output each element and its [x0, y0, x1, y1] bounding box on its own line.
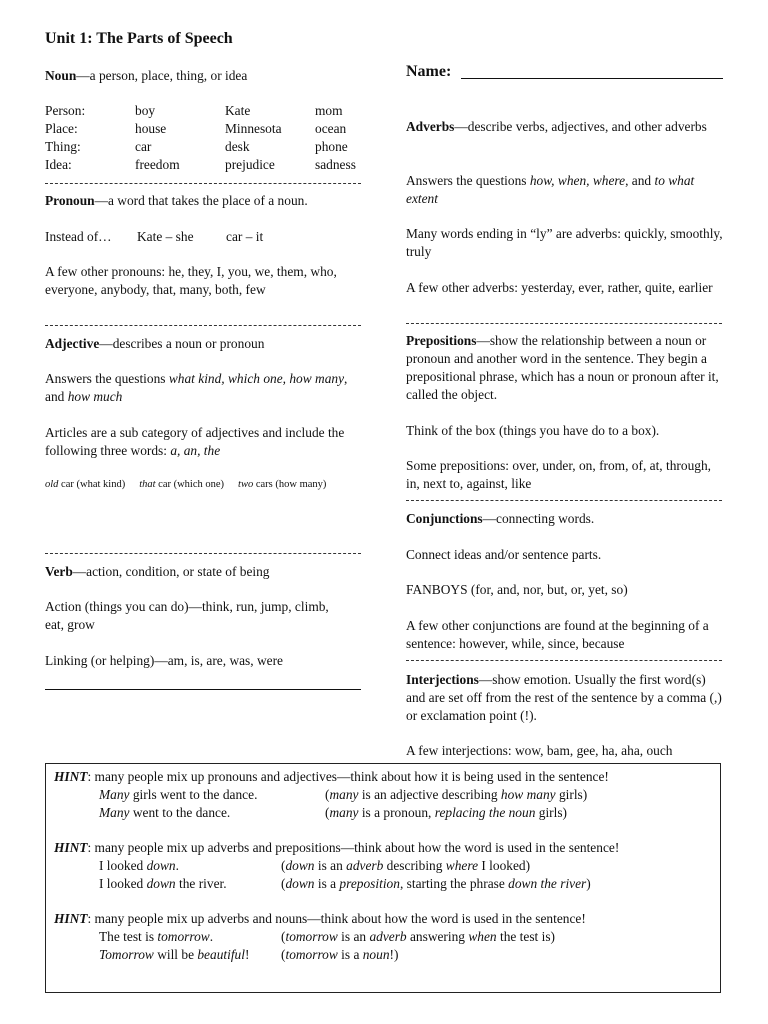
text: down — [146, 858, 176, 873]
hint-1-note-1 — [325, 786, 587, 804]
preposition-def: —show the relationship between a noun or pronoun and another word in the sentence. They begin a prepositional phrase, which has a noun or pronoun after it, called the object. — [406, 333, 719, 402]
text: Answers the questions — [406, 173, 530, 188]
divider — [406, 500, 722, 501]
verb-term: Verb — [45, 564, 73, 579]
text: , and — [45, 371, 348, 404]
divider — [406, 660, 722, 661]
text: replacing the noun — [434, 805, 536, 820]
interjection-term: Interjections — [406, 672, 479, 687]
divider — [406, 323, 722, 324]
pronoun-definition — [45, 192, 308, 210]
text: many — [329, 787, 359, 802]
divider — [45, 183, 361, 184]
pronoun-def: —a word that takes the place of a noun. — [94, 193, 308, 208]
conjunction-term: Conjunctions — [406, 511, 483, 526]
text: that — [139, 479, 156, 490]
preposition-others: Some prepositions: over, under, on, from, of, at, through, in, next to, against, like — [406, 458, 712, 491]
adjective-articles — [45, 424, 363, 460]
adverb-answers — [406, 172, 724, 208]
text: went to the dance. — [129, 805, 231, 820]
conjunction-definition — [406, 510, 594, 528]
noun-cell: prejudice — [225, 157, 275, 172]
preposition-definition — [406, 332, 724, 404]
text: beautiful — [197, 947, 245, 962]
noun-def: —a person, place, thing, or idea — [76, 68, 248, 83]
text: ( — [281, 876, 286, 891]
verb-action: Action (things you can do)—think, run, jump, climb, eat, grow — [45, 599, 329, 632]
text: Tomorrow — [99, 947, 154, 962]
text: is an — [337, 929, 370, 944]
text: is a pronoun, — [358, 805, 435, 820]
table-row — [45, 138, 365, 156]
adverb-ly: Many words ending in “ly” are adverbs: quickly, smoothly, truly — [406, 226, 723, 259]
text: ( — [325, 805, 330, 820]
verb-definition — [45, 563, 270, 581]
noun-cell: Thing: — [45, 139, 81, 154]
hint-3-example-2 — [99, 946, 249, 964]
text: : many people mix up adverbs and nouns—think about how the word is used in the sentence! — [87, 911, 586, 926]
interjection-others: A few interjections: wow, bam, gee, ha, aha, ouch — [406, 743, 673, 758]
text: , starting the phrase — [399, 876, 509, 891]
noun-cell: house — [135, 121, 167, 136]
noun-cell: freedom — [135, 157, 180, 172]
text: down the river — [508, 876, 587, 891]
text: ( — [281, 947, 286, 962]
noun-cell: Place: — [45, 121, 78, 136]
text: : many people mix up adverbs and prepositions—think about how the word is used in the sentence! — [87, 840, 620, 855]
table-row — [45, 102, 365, 120]
text: how, when, where — [529, 173, 626, 188]
text: cars (how many) — [253, 479, 327, 490]
hint-1 — [54, 768, 609, 786]
noun-cell: sadness — [315, 157, 356, 172]
adjective-term: Adjective — [45, 336, 100, 351]
conjunction-fanboys: FANBOYS (for, and, nor, but, or, yet, so) — [406, 582, 628, 597]
noun-cell: Person: — [45, 103, 86, 118]
text: to what extent — [406, 173, 695, 206]
verb-def: —action, condition, or state of being — [72, 564, 270, 579]
hint-3-note-1 — [281, 928, 555, 946]
name-label: Name: — [406, 63, 452, 80]
pronoun-example-1: Kate – she — [137, 229, 194, 244]
hint-box — [45, 763, 721, 993]
divider — [45, 689, 361, 690]
hint-2-example-2 — [99, 875, 227, 893]
hint-label: HINT — [54, 911, 88, 926]
hint-2-note-2 — [281, 875, 591, 893]
text: girls) — [535, 805, 568, 820]
adverb-definition — [406, 118, 724, 136]
verb-linking: Linking (or helping)—am, is, are, was, were — [45, 653, 283, 668]
text: ( — [281, 929, 286, 944]
adverb-others: A few other adverbs: yesterday, ever, rather, quite, earlier — [406, 280, 713, 295]
hint-3-note-2 — [281, 946, 398, 964]
noun-cell: car — [135, 139, 152, 154]
text: is an — [314, 858, 347, 873]
text: car (which one) — [155, 479, 225, 490]
text: is a — [337, 947, 363, 962]
adverb-def: —describe verbs, adjectives, and other adverbs — [454, 119, 707, 134]
adjective-answers — [45, 370, 363, 406]
text: . — [209, 929, 214, 944]
text: answering — [406, 929, 469, 944]
text: Articles are a sub category of adjectives and include the following three words: — [45, 425, 345, 458]
hint-2-note-1 — [281, 857, 530, 875]
hint-1-example-1 — [99, 786, 257, 804]
noun-cell: Idea: — [45, 157, 72, 172]
hint-label: HINT — [54, 769, 88, 784]
noun-definition — [45, 67, 247, 85]
text: old — [45, 479, 59, 490]
interjection-definition — [406, 671, 724, 725]
text: I looked) — [478, 858, 531, 873]
noun-cell: phone — [315, 139, 348, 154]
table-row — [45, 156, 365, 174]
noun-cell: Kate — [225, 103, 251, 118]
text: , and — [625, 173, 655, 188]
text: describing — [383, 858, 446, 873]
hint-2 — [54, 839, 619, 857]
table-row — [45, 120, 365, 138]
noun-cell: ocean — [315, 121, 347, 136]
text: many — [329, 805, 359, 820]
text: down — [285, 858, 315, 873]
hint-3 — [54, 910, 586, 928]
text: ( — [281, 858, 286, 873]
pronoun-others: A few other pronouns: he, they, I, you, we, them, who, everyone, anybody, that, many, both, few — [45, 264, 337, 297]
noun-cell: Minnesota — [225, 121, 282, 136]
adjective-definition — [45, 335, 264, 353]
text: . — [175, 858, 179, 873]
preposition-box: Think of the box (things you have do to a box). — [406, 423, 660, 438]
conjunction-def: —connecting words. — [482, 511, 595, 526]
adjective-def: —describes a noun or pronoun — [99, 336, 265, 351]
text: what kind, which one, how many — [168, 371, 345, 386]
noun-examples-table — [45, 102, 365, 174]
text: adverb — [369, 929, 407, 944]
divider — [45, 325, 361, 326]
text: adverb — [346, 858, 384, 873]
text: down — [146, 876, 176, 891]
text: !) — [389, 947, 399, 962]
hint-2-example-1 — [99, 857, 179, 875]
text: when — [468, 929, 497, 944]
divider — [45, 553, 361, 554]
hint-label: HINT — [54, 840, 88, 855]
preposition-term: Prepositions — [406, 333, 477, 348]
conjunction-others: A few other conjunctions are found at the beginning of a sentence: however, while, since, because — [406, 618, 709, 651]
text: the river. — [175, 876, 227, 891]
text: how many — [500, 787, 556, 802]
noun-cell: desk — [225, 139, 250, 154]
name-field-line[interactable] — [461, 78, 723, 79]
adverb-term: Adverbs — [406, 119, 455, 134]
text: Many — [99, 805, 130, 820]
text: : many people mix up pronouns and adjectives—think about how it is being used in the sentence! — [87, 769, 609, 784]
text: I looked — [99, 858, 147, 873]
text: the test is) — [496, 929, 556, 944]
noun-term: Noun — [45, 68, 77, 83]
page-title: Unit 1: The Parts of Speech — [45, 30, 233, 47]
text: girls) — [555, 787, 588, 802]
interjection-def: —show emotion. Usually the first word(s) and are set off from the rest of the sentence by a comma (,) or exclamation point (!). — [406, 672, 722, 723]
text: how much — [67, 389, 123, 404]
text: girls went to the dance. — [129, 787, 258, 802]
text: a, an, the — [170, 443, 221, 458]
text: Answers the questions — [45, 371, 169, 386]
text: tomorrow — [157, 929, 210, 944]
text: ! — [244, 947, 250, 962]
text: preposition — [339, 876, 400, 891]
conjunction-connect: Connect ideas and/or sentence parts. — [406, 547, 602, 562]
pronoun-instead: Instead of… — [45, 229, 112, 244]
adjective-examples — [45, 476, 326, 494]
text: ( — [325, 787, 330, 802]
text: car (what kind) — [58, 479, 126, 490]
hint-1-example-2 — [99, 804, 230, 822]
text: noun — [362, 947, 390, 962]
text: is a — [314, 876, 340, 891]
text: where — [445, 858, 479, 873]
pronoun-term: Pronoun — [45, 193, 95, 208]
text: ) — [586, 876, 591, 891]
pronoun-example-2: car – it — [226, 229, 264, 244]
text: tomorrow — [285, 929, 338, 944]
text: will be — [153, 947, 198, 962]
noun-cell: mom — [315, 103, 343, 118]
text: I looked — [99, 876, 147, 891]
text: down — [285, 876, 315, 891]
text: tomorrow — [285, 947, 338, 962]
text: Many — [99, 787, 130, 802]
noun-cell: boy — [135, 103, 156, 118]
text: is an adjective describing — [358, 787, 501, 802]
text: The test is — [99, 929, 158, 944]
hint-3-example-1 — [99, 928, 213, 946]
hint-1-note-2 — [325, 804, 567, 822]
text: two — [238, 479, 254, 490]
